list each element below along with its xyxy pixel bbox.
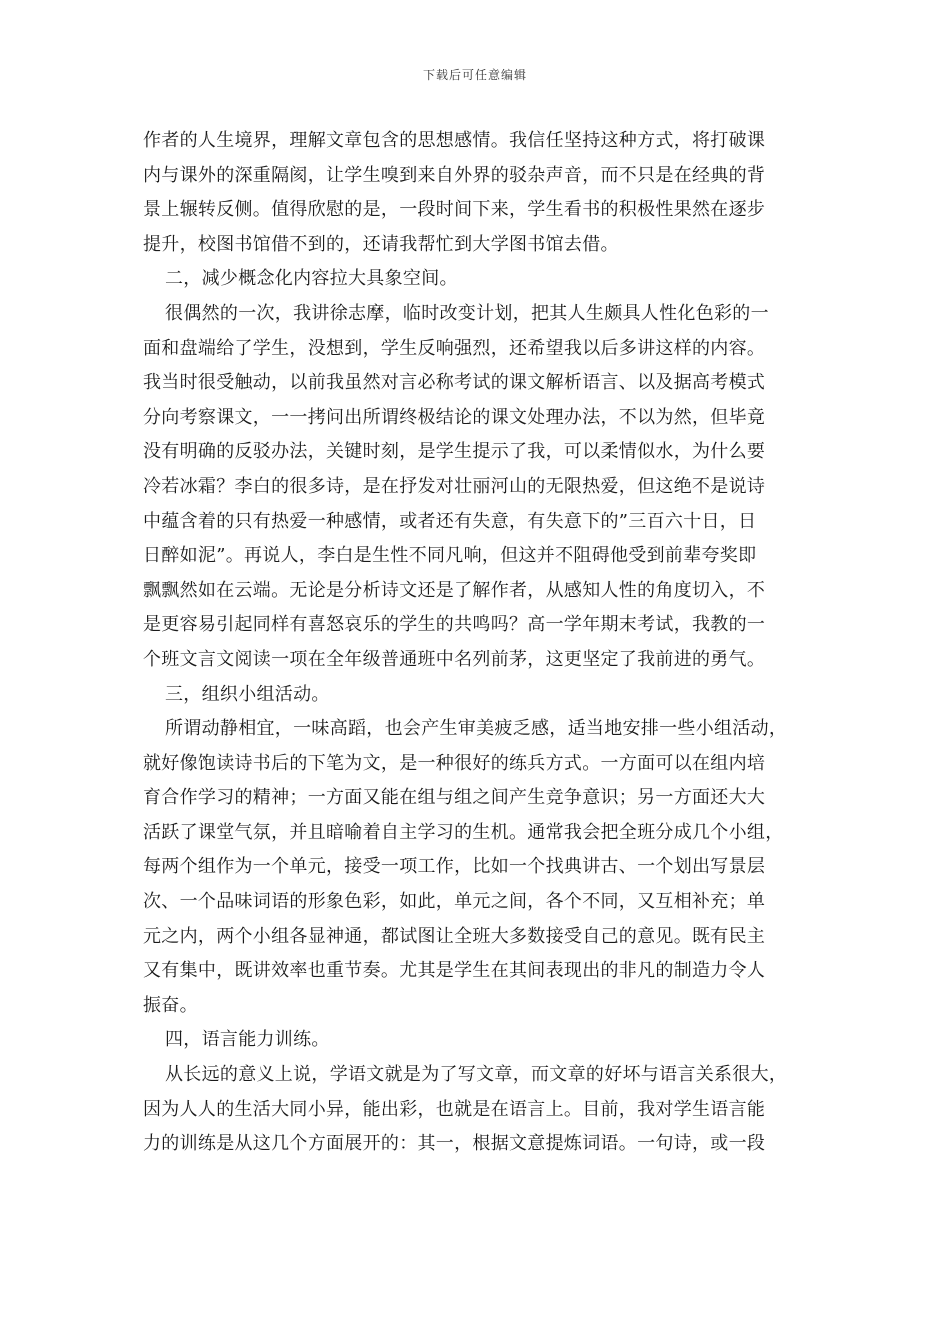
text-line: 内与课外的深重隔阂，让学生嗅到来自外界的驳杂声音，而不只是在经典的背: [143, 164, 766, 186]
text-line: 是更容易引起同样有喜怒哀乐的学生的共鸣吗？高一学年期末考试，我教的一: [143, 614, 766, 636]
text-line: 次、一个品味词语的形象色彩，如此，单元之间，各个不同，又互相补充；单: [143, 891, 766, 913]
text-line: 飘飘然如在云端。无论是分析诗文还是了解作者，从感知人性的角度切入，不: [143, 579, 766, 601]
text-line: 日醉如泥”。再说人，李白是生性不同凡响，但这并不阻碍他受到前辈夸奖即: [143, 545, 757, 567]
text-line: 提升，校图书馆借不到的，还请我帮忙到大学图书馆去借。: [143, 233, 619, 255]
text-line: 二，减少概念化内容拉大具象空间。: [165, 268, 458, 290]
text-line: 中蕴含着的只有热爱一种感情，或者还有失意，有失意下的”三百六十日，日: [143, 510, 757, 532]
text-line: 育合作学习的精神；一方面又能在组与组之间产生竞争意识；另一方面还大大: [143, 787, 766, 809]
text-line: 没有明确的反驳办法，关键时刻，是学生提示了我，可以柔情似水，为什么要: [143, 441, 766, 463]
text-line: 力的训练是从这几个方面展开的：其一，根据文意提炼词语。一句诗，或一段: [143, 1133, 766, 1155]
text-line: 因为人人的生活大同小异，能出彩，也就是在语言上。目前，我对学生语言能: [143, 1098, 766, 1120]
document-body: [143, 124, 843, 1162]
text-line: 振奋。: [143, 994, 198, 1016]
text-line: 所谓动静相宜，一味高蹈，也会产生审美疲乏感，适当地安排一些小组活动，: [165, 718, 788, 740]
text-line: 又有集中，既讲效率也重节奏。尤其是学生在其间表现出的非凡的制造力令人: [143, 960, 766, 982]
text-line: 作者的人生境界，理解文章包含的思想感情。我信任坚持这种方式，将打破课: [143, 130, 766, 151]
text-line: 分向考察课文，一一拷问出所谓终极结论的课文处理办法，不以为然，但毕竟: [143, 406, 766, 428]
text-line: 冷若冰霜？李白的很多诗，是在抒发对壮丽河山的无限热爱，但这绝不是说诗: [143, 475, 766, 497]
text-line: 我当时很受触动，以前我虽然对言必称考试的课文解析语言、以及据高考模式: [143, 372, 766, 394]
text-line: 面和盘端给了学生，没想到，学生反响强烈，还希望我以后多讲这样的内容。: [143, 337, 766, 359]
text-line: 四，语言能力训练。: [165, 1029, 330, 1051]
text-line: 就好像饱读诗书后的下笔为文，是一种很好的练兵方式。一方面可以在组内培: [143, 752, 766, 774]
text-line: 景上辗转反侧。值得欣慰的是，一段时间下来，学生看书的积极性果然在逐步: [143, 199, 766, 221]
page-header: 下载后可任意编辑: [422, 68, 527, 82]
text-line: 元之内，两个小组各显神通，都试图让全班大多数接受自己的意见。既有民主: [143, 925, 766, 947]
text-line: 三，组织小组活动。: [165, 683, 330, 705]
text-line: 每两个组作为一个单元，接受一项工作，比如一个找典讲古、一个划出写景层: [143, 856, 766, 878]
text-line: 从长远的意义上说，学语文就是为了写文章，而文章的好坏与语言关系很大，: [165, 1064, 788, 1086]
text-line: 活跃了课堂气氛，并且暗喻着自主学习的生机。通常我会把全班分成几个小组，: [143, 821, 784, 843]
text-line: 个班文言文阅读一项在全年级普通班中名列前茅，这更坚定了我前进的勇气。: [143, 648, 766, 670]
text-line: 很偶然的一次，我讲徐志摩，临时改变计划，把其人生颇具人性化色彩的一: [165, 302, 769, 324]
